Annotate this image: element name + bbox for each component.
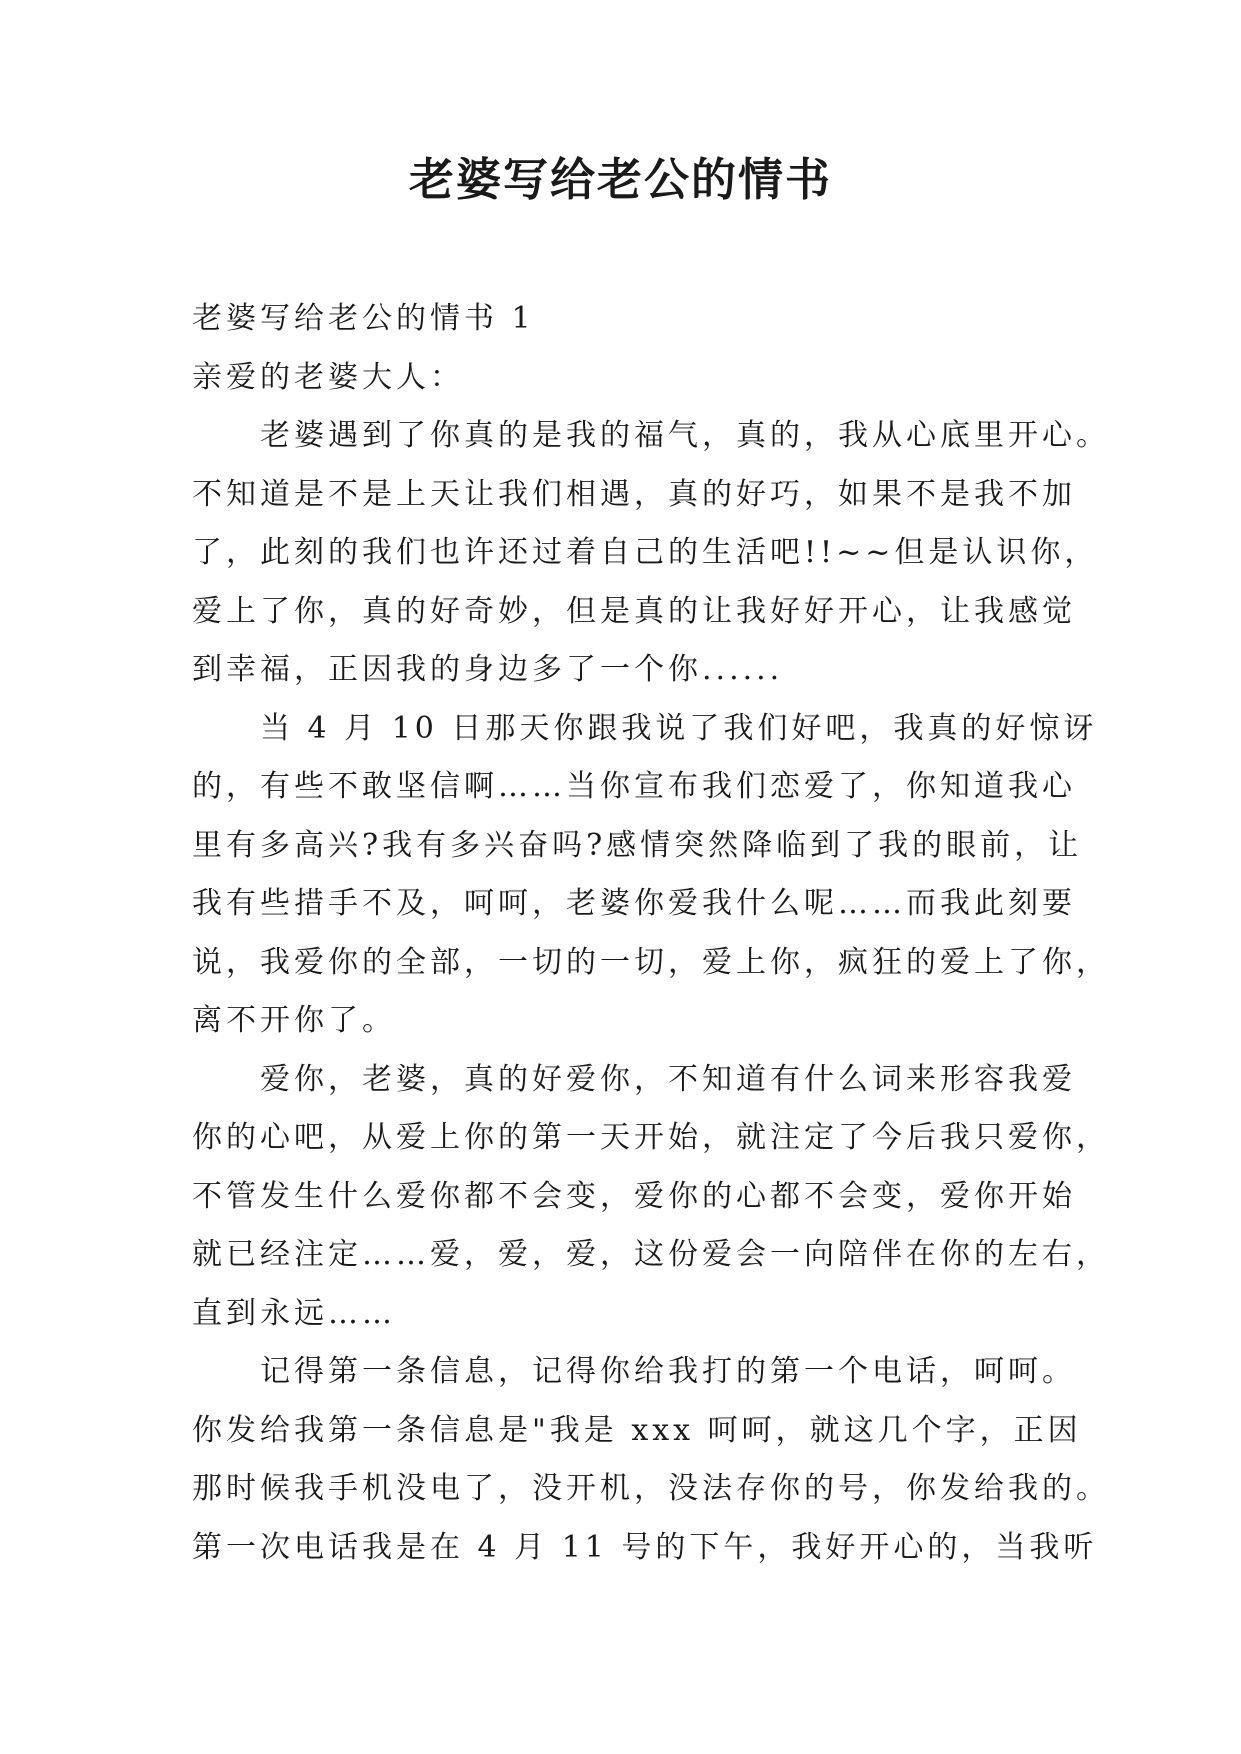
paragraph-line: 第一次电话我是在 4 月 11 号的下午，我好开心的，当我听 <box>192 1529 1098 1565</box>
paragraph-line: 爱你，老婆，真的好爱你，不知道有什么词来形容我爱 <box>260 1061 1076 1097</box>
paragraph-line: 你发给我第一条信息是"我是 xxx 呵呵，就这几个字，正因 <box>192 1412 1082 1448</box>
paragraph-line: 了，此刻的我们也许还过着自己的生活吧!!~~但是认识你， <box>192 535 1099 570</box>
paragraph-line: 不知道是不是上天让我们相遇，真的好巧，如果不是我不加 <box>192 476 1076 512</box>
paragraph-line: 当 4 月 10 日那天你跟我说了我们好吧，我真的好惊讶 <box>260 710 1098 746</box>
paragraph-line: 直到永远…… <box>192 1295 396 1331</box>
paragraph-line: 就已经注定……爱，爱，爱，这份爱会一向陪伴在你的左右， <box>192 1237 1110 1272</box>
section-heading: 老婆写给老公的情书 1 <box>192 301 535 336</box>
paragraph-line: 爱上了你，真的好奇妙，但是真的让我好好开心，让我感觉 <box>192 593 1076 629</box>
paragraph-line: 离不开你了。 <box>192 1003 396 1038</box>
paragraph-line: 到幸福，正因我的身边多了一个你...... <box>192 652 784 687</box>
document-body <box>192 290 1110 1577</box>
paragraph-line: 你的心吧，从爱上你的第一天开始，就注定了今后我只爱你， <box>192 1120 1110 1155</box>
document-title: 老婆写给老公的情书 <box>408 153 832 206</box>
paragraph-line: 不管发生什么爱你都不会变，爱你的心都不会变，爱你开始 <box>192 1178 1076 1214</box>
paragraph-line: 我有些措手不及，呵呵，老婆你爱我什么呢……而我此刻要 <box>192 886 1076 921</box>
paragraph-line: 老婆遇到了你真的是我的福气，真的，我从心底里开心。 <box>260 418 1110 453</box>
paragraph-line: 的，有些不敢坚信啊……当你宣布我们恋爱了，你知道我心 <box>192 769 1076 804</box>
paragraph-line: 记得第一条信息，记得你给我打的第一个电话，呵呵。 <box>260 1354 1076 1389</box>
salutation: 亲爱的老婆大人： <box>192 359 464 395</box>
paragraph-line: 那时候我手机没电了，没开机，没法存你的号，你发给我的。 <box>192 1471 1110 1506</box>
paragraph-line: 里有多高兴?我有多兴奋吗?感情突然降临到了我的眼前，让 <box>192 827 1083 863</box>
paragraph-line: 说，我爱你的全部，一切的一切，爱上你，疯狂的爱上了你， <box>192 944 1110 980</box>
